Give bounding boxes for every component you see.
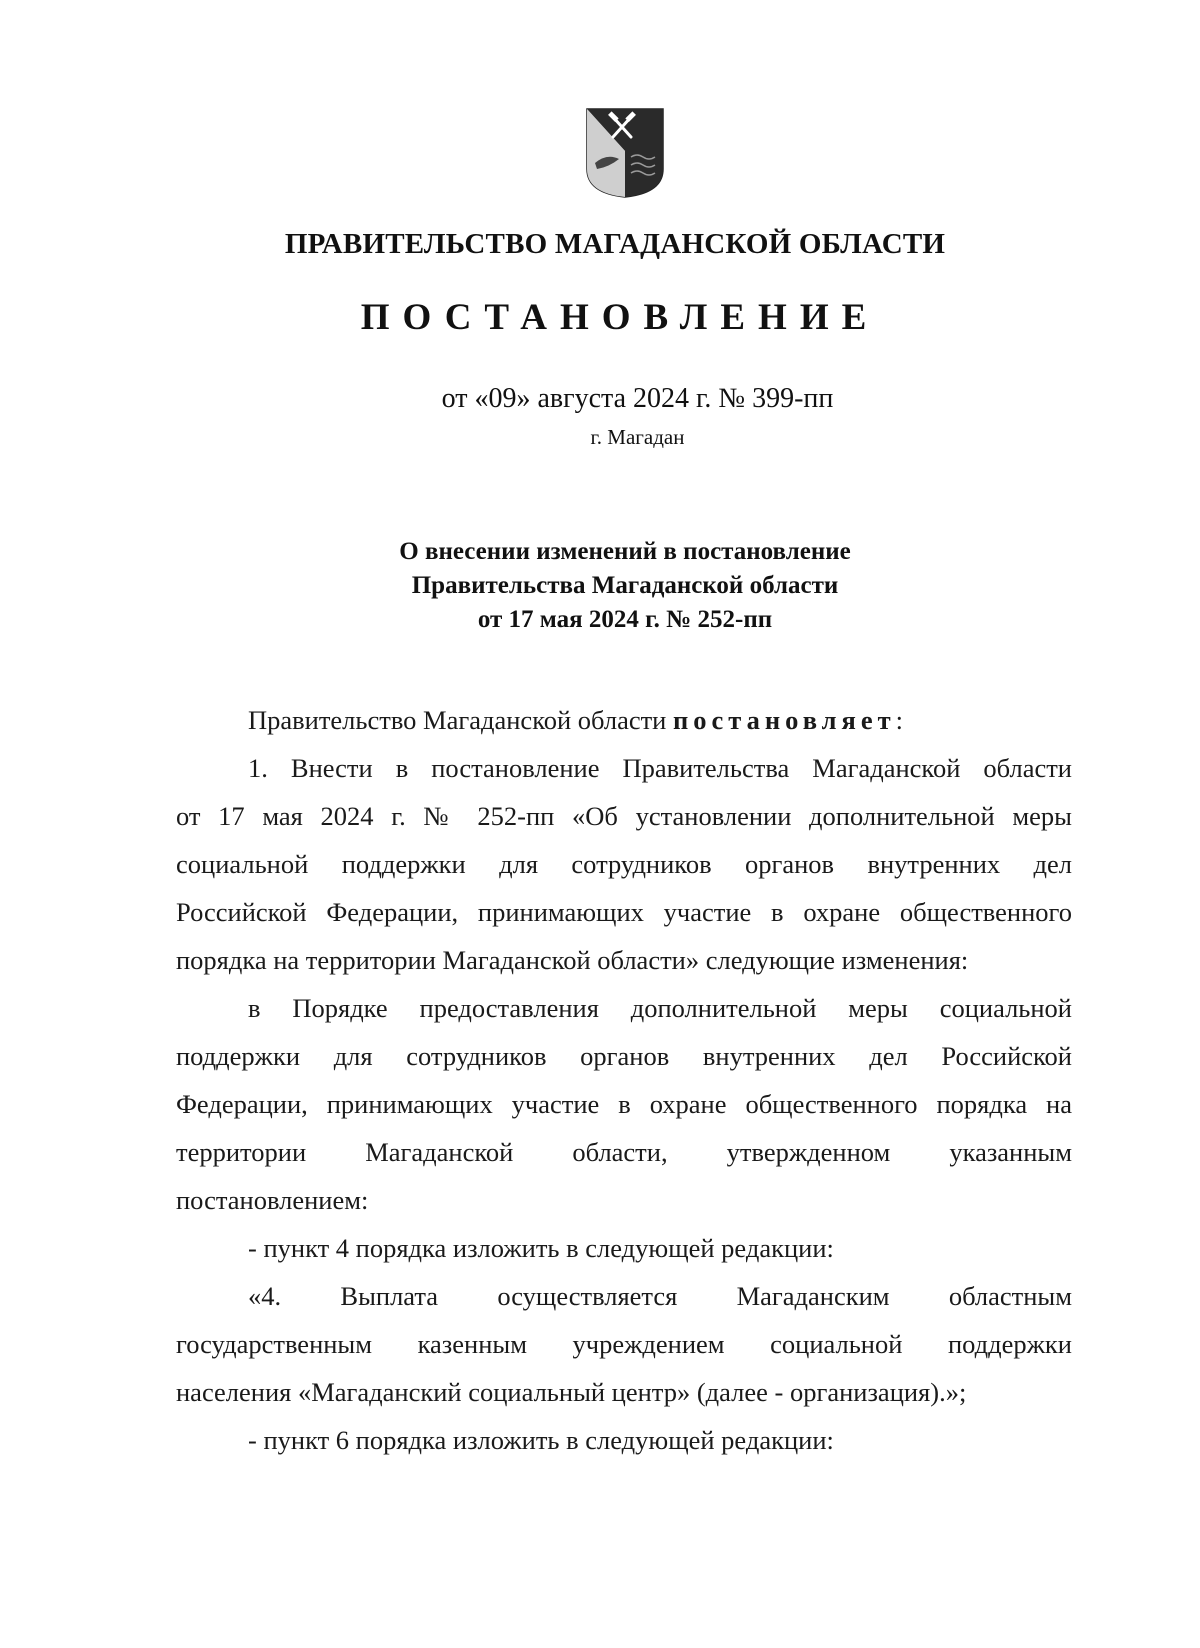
paragraph-line: территории Магаданской области, утвержденном указанным (176, 1137, 1072, 1167)
subject-line: О внесении изменений в постановление (399, 538, 851, 565)
paragraph-line: поддержки для сотрудников органов внутренних дел Российской (176, 1041, 1072, 1071)
document-city: г. Магадан (590, 425, 685, 449)
document-date-number: от «09» августа 2024 г. № 399-пп (441, 383, 834, 414)
paragraph-line: порядка на территории Магаданской области» следующие изменения: (176, 945, 969, 975)
bullet-point-6: - пункт 6 порядка изложить в следующей редакции: (248, 1425, 834, 1455)
item-1-paragraph (176, 744, 1072, 984)
document-body (176, 696, 1072, 1464)
paragraph-line: 1. Внести в постановление Правительства Магаданской области (248, 753, 1072, 783)
paragraph-line: Российской Федерации, принимающих участие в охране общественного (176, 897, 1072, 927)
intro-verb: постановляет (672, 705, 896, 735)
order-amendment-paragraph (176, 984, 1072, 1224)
intro-prefix: Правительство Магаданской области (248, 705, 667, 735)
intro-paragraph (176, 696, 1072, 744)
document-subject (0, 535, 1200, 637)
paragraph-line: постановлением: (176, 1185, 369, 1215)
coat-of-arms-emblem (585, 107, 665, 199)
bullet-point-4: - пункт 4 порядка изложить в следующей редакции: (248, 1233, 834, 1263)
paragraph-line: от 17 мая 2024 г. № 252-пп «Об установлении дополнительной меры (176, 801, 1072, 831)
subject-line: Правительства Магаданской области (411, 572, 839, 599)
subject-line: от 17 мая 2024 г. № 252-пп (477, 606, 773, 633)
paragraph-line: социальной поддержки для сотрудников органов внутренних дел (176, 849, 1072, 879)
document-type-heading: ПОСТАНОВЛЕНИЕ (360, 297, 880, 338)
paragraph-line: Федерации, принимающих участие в охране общественного порядка на (176, 1089, 1072, 1119)
quoted-point-4 (176, 1272, 1072, 1416)
organization-title: ПРАВИТЕЛЬСТВО МАГАДАНСКОЙ ОБЛАСТИ (284, 228, 946, 260)
paragraph-line: государственным казенным учреждением социальной поддержки (176, 1329, 1072, 1359)
intro-suffix: : (895, 705, 904, 735)
paragraph-line: населения «Магаданский социальный центр» (далее - организация).»; (176, 1377, 967, 1407)
paragraph-line: в Порядке предоставления дополнительной меры социальной (248, 993, 1072, 1023)
paragraph-line: «4. Выплата осуществляется Магаданским областным (248, 1281, 1072, 1311)
